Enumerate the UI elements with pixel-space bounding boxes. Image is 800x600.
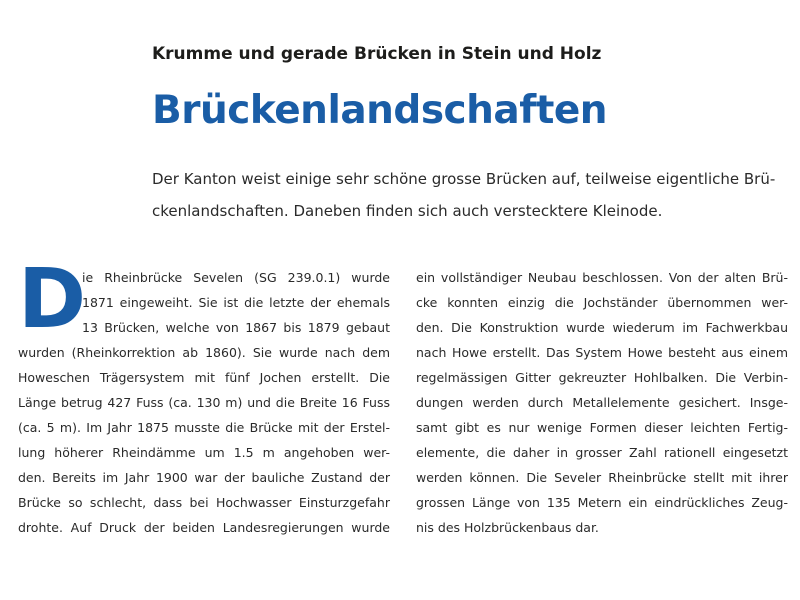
body-line: wurden (Rheinkorrektion ab 1860). Sie wurde nach dem <box>18 345 390 360</box>
body-line: werden können. Die Seveler Rheinbrücke stellt mit ihrer <box>416 470 788 485</box>
body-column-right <box>416 265 788 540</box>
body-column-left <box>18 265 390 540</box>
body-line: Howeschen Trägersystem mit fünf Jochen erstellt. Die <box>18 370 390 385</box>
lead-line: ckenlandschaften. Daneben finden sich auch verstecktere Kleinode. <box>152 202 663 220</box>
section-kicker: Krumme und gerade Brücken in Stein und Holz <box>152 44 602 64</box>
body-line: Brücke so schlecht, dass bei Hochwasser Einsturzgefahr <box>18 495 390 510</box>
lead-line: Der Kanton weist einige sehr schöne grosse Brücken auf, teilweise eigentliche Brü- <box>152 170 776 188</box>
body-line: den. Bereits im Jahr 1900 war der bauliche Zustand der <box>18 470 390 485</box>
body-line: regelmässigen Gitter gekreuzter Hohlbalken. Die Verbin- <box>416 370 788 385</box>
body-line: (ca. 5 m). Im Jahr 1875 musste die Brücke mit der Erstel- <box>18 420 390 435</box>
body-line: cke konnten einzig die Jochständer übernommen wer- <box>416 295 788 310</box>
lead-paragraph <box>152 163 776 227</box>
body-line: Länge betrug 427 Fuss (ca. 130 m) und die Breite 16 Fuss <box>18 395 390 410</box>
body-line: nis des Holzbrückenbaus dar. <box>416 520 599 535</box>
body-line: elemente, die daher in grosser Zahl rationell eingesetzt <box>416 445 788 460</box>
page-title: Brückenlandschaften <box>152 88 608 133</box>
body-line: ein vollständiger Neubau beschlossen. Von der alten Brü- <box>416 270 788 285</box>
body-line: drohte. Auf Druck der beiden Landesregierungen wurde <box>18 520 390 535</box>
body-line: dungen werden durch Metallelemente gesichert. Insge- <box>416 395 788 410</box>
body-line: den. Die Konstruktion wurde wiederum im Fachwerkbau <box>416 320 788 335</box>
body-line: nach Howe erstellt. Das System Howe besteht aus einem <box>416 345 788 360</box>
body-line: 13 Brücken, welche von 1867 bis 1879 gebaut <box>82 320 390 335</box>
body-line: samt gibt es nur wenige Formen dieser leichten Fertig- <box>416 420 788 435</box>
body-line: ie Rheinbrücke Sevelen (SG 239.0.1) wurde <box>82 270 390 285</box>
body-line: lung höherer Rheindämme um 1.5 m angehoben wer- <box>18 445 390 460</box>
drop-cap: D <box>18 252 87 347</box>
body-line: 1871 eingeweiht. Sie ist die letzte der ehemals <box>82 295 390 310</box>
body-line: grossen Länge von 135 Metern ein eindrückliches Zeug- <box>416 495 788 510</box>
